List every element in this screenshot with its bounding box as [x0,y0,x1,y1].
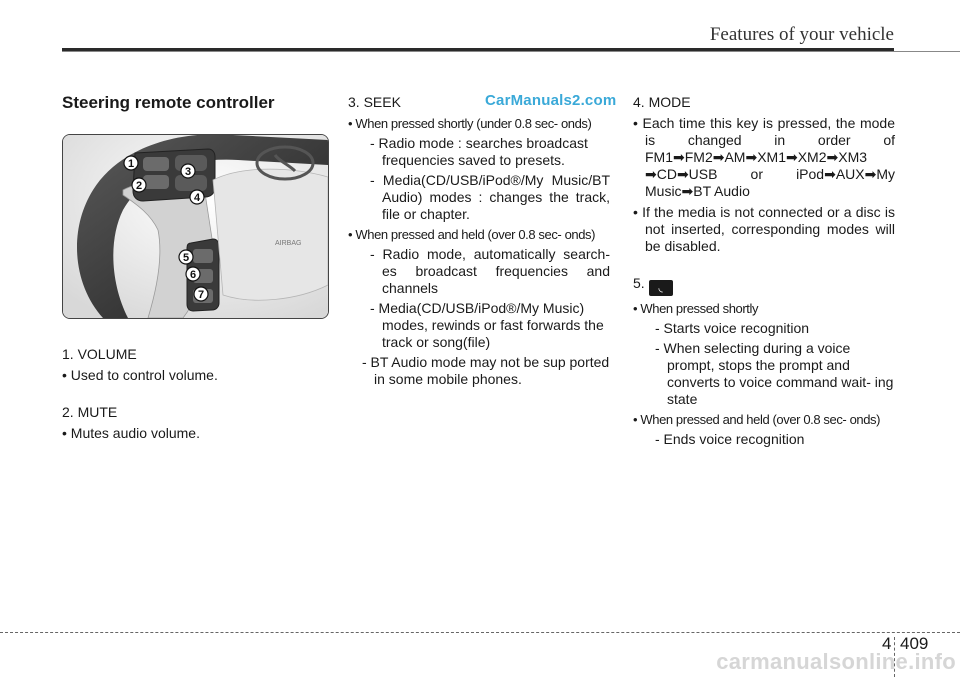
svg-text:4: 4 [193,192,201,204]
svg-text:1: 1 [127,158,135,170]
voice-stop-prompt: - When selecting during a voice prompt, stops the prompt and converts to voice command wait- ing state [655,340,894,407]
footer-rule [0,632,960,633]
svg-text:3: 3 [184,166,192,178]
header-title: Features of your vehicle [709,24,894,45]
column-2 [348,94,610,391]
seek-hold-press: • When pressed and held (over 0.8 sec- onds) [348,227,596,242]
section-title: Steering remote controller [62,93,275,112]
svg-text:2: 2 [135,180,143,192]
seek-radio-short: - Radio mode : searches broadcast frequencies saved to presets. [370,135,588,168]
page-number: 409 [900,634,929,653]
column-1 [62,94,310,125]
mode-heading: 4. MODE [633,94,691,110]
column-1-items [62,346,310,444]
callout-7 [194,287,208,301]
volume-heading: 1. VOLUME [62,346,137,362]
steering-wheel-illustration [63,135,328,318]
callout-6 [186,267,200,281]
callout-5 [179,250,193,264]
voice-recognition-icon: ◟ [649,280,673,296]
mode-bullet-disabled: • If the media is not connected or a disc is not inserted, corresponding modes will be disabled. [633,204,895,254]
seek-media-hold: - Media(CD/USB/iPod®/My Music) modes, rewinds or fast forwards the track or song(file) [370,300,604,350]
chapter-number: 4 [882,634,892,653]
svg-text:6: 6 [189,269,197,281]
callout-2 [132,178,146,192]
seek-bt-note: - BT Audio mode may not be sup ported in some mobile phones. [362,354,610,387]
callout-3 [181,164,195,178]
callout-4 [190,190,204,204]
voice-heading [633,275,895,296]
footer-watermark: carmanualsonline.info [716,649,956,674]
steering-wheel-figure [62,134,329,319]
seek-media-short: - Media(CD/USB/iPod®/My Music/BT Audio) modes : changes the track, file or chapter. [370,172,610,222]
header-rule-thin [62,51,960,52]
seek-short-press: • When pressed shortly (under 0.8 sec- onds) [348,116,592,131]
voice-short-press: • When pressed shortly [633,301,759,316]
column-3 [633,94,895,451]
mute-heading: 2. MUTE [62,404,118,420]
callout-1 [124,156,138,170]
mode-bullet-order: • Each time this key is pressed, the mode is changed in order of FM1➡FM2➡AM➡XM1➡XM2➡XM3 ➡CD➡USB or iPod➡AUX➡My Music➡BT Audio [633,115,895,199]
svg-text:7: 7 [197,289,205,301]
voice-end: - Ends voice recognition [655,431,805,447]
volume-bullet: • Used to control volume. [62,367,218,383]
airbag-label: AIRBAG [275,240,302,247]
voice-hold-press: • When pressed and held (over 0.8 sec- onds) [633,412,881,427]
svg-text:5: 5 [182,252,190,264]
seek-heading: 3. SEEK [348,94,401,110]
voice-heading-number: 5. [633,275,645,291]
seek-radio-hold: - Radio mode, automatically search- es broadcast frequencies and channels [370,246,610,296]
mute-bullet: • Mutes audio volume. [62,425,200,441]
voice-start: - Starts voice recognition [655,320,810,336]
site-watermark: CarManuals2.com [485,92,617,109]
